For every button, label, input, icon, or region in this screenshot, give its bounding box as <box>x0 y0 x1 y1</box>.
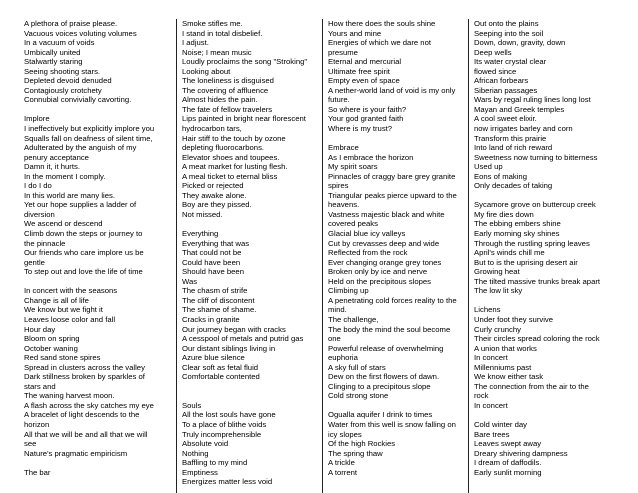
poem-line: Clinging to a precipitous slope <box>328 381 431 391</box>
poem-line: horizon <box>24 419 50 429</box>
poem-line: Ever changing orange grey tones <box>328 257 442 267</box>
poem-line: A meat market for lusting flesh. <box>182 162 288 172</box>
poem-line: see <box>24 439 37 449</box>
poem-line: That could not be <box>182 248 242 258</box>
poem-line: The shame of shame. <box>182 305 257 315</box>
stanza-break <box>182 219 322 229</box>
poem-line: African forbears <box>474 76 529 86</box>
poem-line: So where is your faith? <box>328 104 407 114</box>
poem-line: All the lost souls have gone <box>182 410 276 420</box>
poem-line: The cliff of discontent <box>182 295 255 305</box>
poem-line: Under foot they survive <box>474 314 554 324</box>
poem-line: The chasm of strife <box>182 286 248 296</box>
poem-line: A nether-world land of void is my only <box>328 85 456 95</box>
poem-line: Climbing up <box>328 286 369 296</box>
poem-line: Sycamore grove on buttercup creek <box>474 200 596 210</box>
poem-line: As I embrace the horizon <box>328 152 414 162</box>
poem-line: Clear soft as fetal fluid <box>182 362 259 372</box>
poem-line: In concert <box>474 400 508 410</box>
poem-line: Connubial convivially cavorting. <box>24 95 132 105</box>
poem-line: Bloom on spring <box>24 334 80 344</box>
poem-line: Everything <box>182 229 219 239</box>
poem-line: The fate of fellow travelers <box>182 104 273 114</box>
poem-line: Growing heat <box>474 267 520 277</box>
poem-line: diversion <box>24 209 55 219</box>
poem-line: A meal ticket to eternal bliss <box>182 171 278 181</box>
poem-column-2 <box>176 19 322 493</box>
poem-line: A torrent <box>328 467 358 477</box>
poem-line: Nature's pragmatic empiricism <box>24 448 128 458</box>
poem-line: Embrace <box>328 143 359 153</box>
poem-line: Boy are they pissed. <box>182 200 252 210</box>
poem-line: Held on the precipitous slopes <box>328 276 431 286</box>
poem-line: I dream of daffodils. <box>474 458 542 468</box>
poem-line: Dreary shivering dampness <box>474 448 568 458</box>
poem-line: Red sand stone spires <box>24 353 101 363</box>
stanza-break <box>182 382 322 392</box>
poem-line: Early sunlit morning <box>474 467 542 477</box>
poem-line: Leaves swept away <box>474 439 542 449</box>
poem-line: Ogualla aquifer I drink to times <box>328 410 433 420</box>
poem-line: Siberian passages <box>474 85 538 95</box>
poem-line: Depleted devoid denuded <box>24 76 112 86</box>
poem-line: Adulterated by the anguish of my <box>24 143 137 153</box>
poem-line: Change is all of life <box>24 295 89 305</box>
poem-line: A cesspool of metals and putrid gas <box>182 334 304 344</box>
poem-line: Its water crystal clear <box>474 57 547 67</box>
poem-line: spires <box>328 181 349 191</box>
poem-line: How there does the souls shine <box>328 19 436 28</box>
poem-line: We know either task <box>474 372 544 382</box>
poem-line: Of the high Rockies <box>328 439 396 449</box>
poem-line: The covering of affluence <box>182 85 269 95</box>
poem-line: Into land of rich reward <box>474 143 553 153</box>
poem-line: Leaves loose color and fall <box>24 314 116 324</box>
poem-line: Was <box>182 276 198 286</box>
poem-line: The loneliness is disguised <box>182 76 274 86</box>
poem-line: All that we will be and all that we will <box>24 429 148 439</box>
poem-line: In this world are many lies. <box>24 190 116 200</box>
stanza-break <box>474 410 618 420</box>
poem-line: Cold strong stone <box>328 391 389 401</box>
poem-line: A trickle <box>328 458 355 468</box>
stanza-break <box>474 191 618 201</box>
poem-line: Souls <box>182 400 202 410</box>
poem-line: Millenniums past <box>474 362 532 372</box>
poem-line: The bar <box>24 467 51 477</box>
poem-line: Damn it, it hurts. <box>24 162 80 172</box>
poem-line: Lichens <box>474 305 501 315</box>
poem-line: penury acceptance <box>24 152 89 162</box>
poem-line: Wars by regal ruling lines long lost <box>474 95 591 105</box>
poem-line: Water from this well is snow falling on <box>328 419 456 429</box>
poem-line: Picked or rejected <box>182 181 244 191</box>
poem-line: April's winds chill me <box>474 248 545 258</box>
poem-line: the pinnacle <box>24 238 66 248</box>
poem-line: Eons of making <box>474 171 527 181</box>
stanza-break <box>24 277 169 287</box>
poem-line: I adjust. <box>182 38 209 48</box>
poem-line: Empty even of space <box>328 76 400 86</box>
poem-line: In concert with the seasons <box>24 286 118 296</box>
poem-line: Looking about <box>182 66 231 76</box>
poem-line: Smoke stifles me. <box>182 19 243 28</box>
poem-line: Not missed. <box>182 209 223 219</box>
poem-line: hydrocarbon tars, <box>182 124 242 134</box>
poem-line: Baffling to my mind <box>182 458 248 468</box>
poem-line: Pinnacles of craggy bare grey granite <box>328 171 456 181</box>
poem-line: rock <box>474 391 489 401</box>
poem-line: Your god granted faith <box>328 114 404 124</box>
poem-line: The tilted massive trunks break apart <box>474 276 601 286</box>
poem-line: Broken only by ice and nerve <box>328 267 428 277</box>
poem-line: flowed since <box>474 66 517 76</box>
poem-line: future. <box>328 95 350 105</box>
poem-line: My spirit soars <box>328 162 378 172</box>
poem-line: Azure blue silence <box>182 353 245 363</box>
poem-line: covered peaks <box>328 219 378 229</box>
poem-line: In the moment I comply. <box>24 171 106 181</box>
poem-line: Ultimate free spirit <box>328 66 390 76</box>
poem-line: Should have been <box>182 267 244 277</box>
poem-line: Transform this prairie <box>474 133 547 143</box>
poem-line: heavens. <box>328 200 360 210</box>
poem-line: Vacuous voices voluting volumes <box>24 28 137 38</box>
poem-line: Dew on the first flowers of dawn. <box>328 372 440 382</box>
poem-line: The spring thaw <box>328 448 383 458</box>
poem-line: Comfortable contented <box>182 372 260 382</box>
poem-line: presume <box>328 47 358 57</box>
poem-line: The ebbing embers shine <box>474 219 561 229</box>
poetry-page <box>24 19 638 493</box>
stanza-break <box>328 401 468 411</box>
poem-line: now irrigates barley and corn <box>474 124 573 134</box>
poem-line: Our distant siblings living in <box>182 343 276 353</box>
poem-line: Truly incomprehensible <box>182 429 262 439</box>
poem-line: mind. <box>328 305 347 315</box>
poem-line: Used up <box>474 162 503 172</box>
poem-line: Where is my trust? <box>328 124 393 134</box>
poem-line: But to is the uprising desert air <box>474 257 578 267</box>
poem-line: Through the rustling spring leaves <box>474 238 590 248</box>
poem-line: Implore <box>24 114 50 124</box>
poem-line: Cold winter day <box>474 419 527 429</box>
poem-line: A flash across the sky catches my eye <box>24 400 154 410</box>
poem-line: Elevator shoes and toupees. <box>182 152 280 162</box>
poem-line: The connection from the air to the <box>474 381 589 391</box>
poem-line: Reflected from the rock <box>328 248 408 258</box>
poem-line: Hair stiff to the touch by ozone <box>182 133 286 143</box>
poem-line: Yet our hope supplies a ladder of <box>24 200 137 210</box>
poem-line: A cool sweet elixir. <box>474 114 537 124</box>
stanza-break <box>24 105 169 115</box>
poem-line: Sweetness now turning to bitterness <box>474 152 598 162</box>
poem-column-3 <box>322 19 468 493</box>
poem-line: In a vacuum of voids <box>24 38 95 48</box>
poem-line: A union that works <box>474 343 537 353</box>
poem-line: icy slopes <box>328 429 362 439</box>
poem-line: Glacial blue icy valleys <box>328 229 406 239</box>
poem-line: Yours and mine <box>328 28 382 38</box>
poem-line: My fire dies down <box>474 209 534 219</box>
stanza-break <box>24 458 169 468</box>
poem-line: one <box>328 334 341 344</box>
poem-line: Cut by crevasses deep and wide <box>328 238 440 248</box>
poem-line: Energizes matter less void <box>182 477 273 487</box>
poem-line: Lips painted in bright near florescent <box>182 114 306 124</box>
poem-line: Out onto the plains <box>474 19 539 28</box>
poem-line: Could have been <box>182 257 241 267</box>
stanza-break <box>474 296 618 306</box>
poem-line: A penetrating cold forces reality to the <box>328 295 457 305</box>
poem-line: Stalwartly staring <box>24 57 83 67</box>
poem-line: Bare trees <box>474 429 510 439</box>
poem-line: Mayan and Greek temples <box>474 104 565 114</box>
poem-line: euphoria <box>328 353 358 363</box>
poem-line: Our journey began with cracks <box>182 324 286 334</box>
poem-line: A bracelet of light descends to the <box>24 410 140 420</box>
poem-line: Umbically united <box>24 47 81 57</box>
poem-line: To a place of blithe voids <box>182 419 267 429</box>
poem-line: Hour day <box>24 324 56 334</box>
poem-line: Squalls fall on deafness of silent time, <box>24 133 153 143</box>
poem-line: Energies of which we dare not <box>328 38 431 48</box>
poem-line: A sky full of stars <box>328 362 386 372</box>
poem-line: The body the mind the soul become <box>328 324 451 334</box>
poem-line: The waning harvest moon. <box>24 391 115 401</box>
poem-line: Curly crunchy <box>474 324 521 334</box>
poem-line: stars and <box>24 381 56 391</box>
poem-line: Only decades of taking <box>474 181 553 191</box>
poem-column-1 <box>24 19 169 493</box>
poem-line: depleting fluorocarbons. <box>182 143 265 153</box>
poem-line: Vastness majestic black and white <box>328 209 445 219</box>
poem-line: October waning <box>24 343 78 353</box>
poem-line: A plethora of praise please. <box>24 19 118 28</box>
poem-line: Seeing shooting stars. <box>24 66 101 76</box>
poem-line: Triangular peaks pierce upward to the <box>328 190 457 200</box>
poem-line: Eternal and mercurial <box>328 57 402 67</box>
poem-line: To step out and love the life of time <box>24 267 143 277</box>
poem-line: Seeping into the soil <box>474 28 544 38</box>
poem-column-4 <box>468 19 618 493</box>
poem-line: Loudly proclaims the song "Stroking" <box>182 57 308 67</box>
poem-line: The challenge, <box>328 314 379 324</box>
poem-line: I stand in total disbelief. <box>182 28 263 38</box>
poem-line: The low lit sky <box>474 286 523 296</box>
poem-line: Deep wells <box>474 47 512 57</box>
poem-line: Our friends who care implore us be <box>24 248 144 258</box>
poem-line: Almost hides the pain. <box>182 95 258 105</box>
poem-line: Nothing <box>182 448 209 458</box>
stanza-break <box>182 391 322 401</box>
poem-line: gentle <box>24 257 45 267</box>
poem-line: Early morning sky shines <box>474 229 560 239</box>
poem-line: Contagiously crotchety <box>24 85 102 95</box>
poem-line: Climb down the steps or journey to <box>24 229 143 239</box>
poem-line: We ascend or descend <box>24 219 103 229</box>
poem-line: Emptiness <box>182 467 218 477</box>
poem-line: They awake alone. <box>182 190 247 200</box>
poem-line: Their circles spread coloring the rock <box>474 334 600 344</box>
poem-line: I do I do <box>24 181 52 191</box>
poem-line: Spread in clusters across the valley <box>24 362 145 372</box>
poem-line: I ineffectively but explicitly implore you <box>24 124 155 134</box>
stanza-break <box>328 134 468 144</box>
poem-line: Noise; I mean music <box>182 47 252 57</box>
poem-line: Everything that was <box>182 238 250 248</box>
poem-line: Cracks in granite <box>182 314 240 324</box>
poem-line: We know but we fight it <box>24 305 103 315</box>
poem-line: Powerful release of overwhelming <box>328 343 444 353</box>
poem-line: Dark stillness broken by sparkles of <box>24 372 145 382</box>
poem-line: Down, down, gravity, down <box>474 38 566 48</box>
poem-line: Absolute void <box>182 439 229 449</box>
poem-line: In concert <box>474 353 508 363</box>
